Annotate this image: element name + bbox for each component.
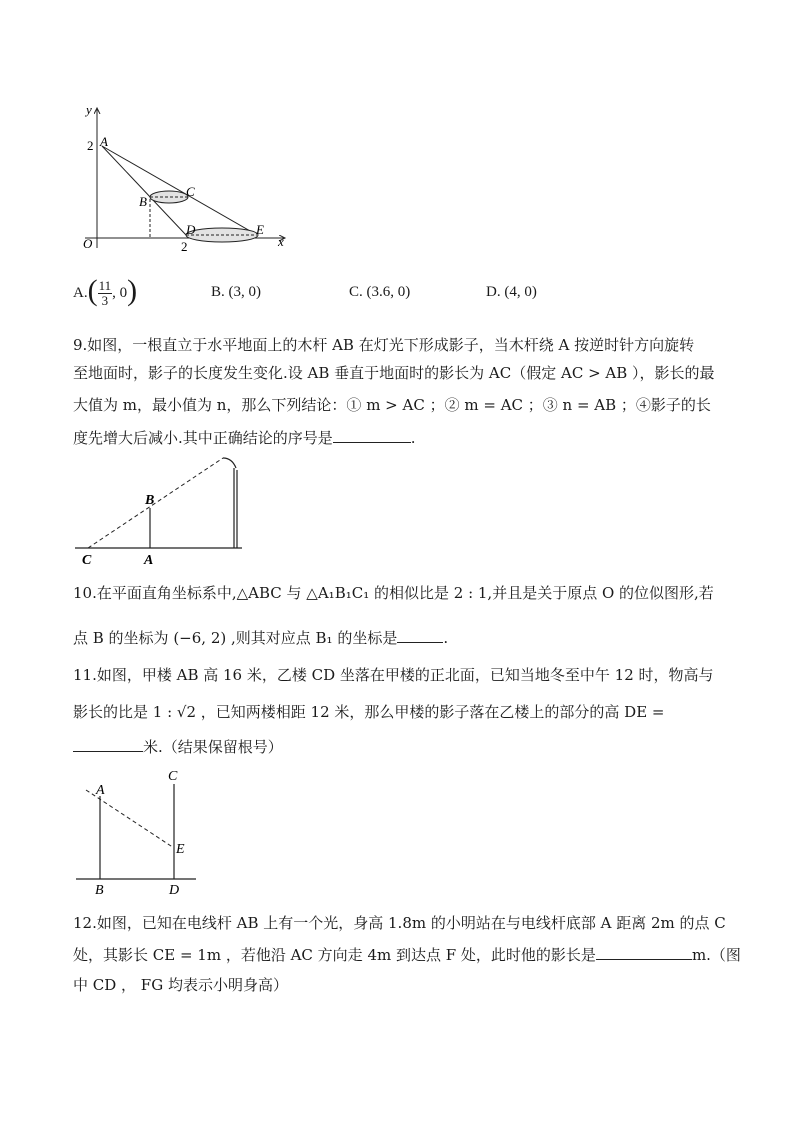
q9-line-4-text: 度先增大后减小.其中正确结论的序号是 (73, 429, 333, 447)
q8-label-B: B (139, 194, 147, 209)
q9-label-B: B (145, 493, 155, 508)
q8-label-A: A (100, 134, 108, 149)
q8-label-origin: O (83, 236, 93, 251)
q12-line-2 (73, 941, 741, 968)
q9-answer-blank[interactable] (333, 424, 411, 443)
q8-fraction-num: 11 (98, 277, 112, 293)
q11-line-1: 11.如图，甲楼 AB 高 16 米，乙楼 CD 坐落在甲楼的正北面，已知当地冬至中午 12 时，物高与 (73, 666, 714, 684)
q12-line-1: 12.如图，已知在电线杆 AB 上有一个光，身高 1.8m 的小明站在与电线杆底部 A 距离 2m 的点 C (73, 914, 726, 932)
q8-label-x: x (278, 234, 284, 249)
q8-fraction-den: 3 (101, 292, 109, 308)
q8-fraction (98, 279, 113, 308)
q10-line-2-text: 点 B 的坐标为 (−6, 2) ,则其对应点 B₁ 的坐标是 (73, 629, 398, 647)
q8-line-AD (102, 146, 186, 235)
q9-figure (70, 452, 250, 570)
q8-label-y: y (86, 102, 92, 117)
q8-figure (80, 100, 300, 260)
q8-option-c: C. (3.6, 0) (349, 284, 411, 300)
q8-option-d: D. (4, 0) (486, 284, 537, 300)
q11-line-2: 影长的比是 1 : √2 ，已知两楼相距 12 米，那么甲楼的影子落在乙楼上的部分的高 DE = (73, 703, 665, 721)
q9-label-C: C (82, 553, 92, 568)
q8-label-E: E (256, 222, 264, 237)
q8-tick-x: 2 (181, 239, 188, 254)
q9-line-1: 9.如图，一根直立于水平地面上的木杆 AB 在灯光下形成影子，当木杆绕 A 按逆时针方向旋转 (73, 336, 695, 354)
q12-line-2-text: 处，其影长 CE = 1m ，若他沿 AC 方向走 4m 到达点 F 处，此时他的影长是 (73, 946, 596, 964)
q10-answer-blank[interactable] (397, 624, 443, 643)
q11-label-B: B (95, 883, 104, 898)
q11-label-E: E (176, 842, 185, 857)
q8-option-a-prefix: A. (73, 284, 88, 301)
q10-line-2-end: . (443, 629, 449, 647)
q9-line-4 (73, 424, 416, 451)
q8-paren-right: ) (127, 274, 138, 307)
q12-line-2-end: m.（图 (691, 946, 741, 964)
q8-option-a (73, 274, 137, 312)
q11-label-A: A (96, 783, 105, 798)
q11-line-3-text: 米.（结果保留根号） (143, 738, 283, 756)
q8-label-C: C (186, 184, 195, 199)
q9-line-3: 大值为 m，最小值为 n，那么下列结论：① m > AC ；② m = AC ；③ n = AB ；④影子的长 (73, 396, 711, 414)
q8-paren-left: ( (87, 274, 98, 307)
q11-answer-blank[interactable] (73, 733, 143, 752)
q8-line-AE (102, 146, 257, 235)
q12-answer-blank[interactable] (596, 941, 692, 960)
q10-line-2 (73, 624, 448, 651)
q9-line-2: 至地面时，影子的长度发生变化.设 AB 垂直于地面时的影长为 AC（假定 AC > AB ），影长的最 (73, 364, 715, 382)
q8-option-a-tail: , 0 (112, 284, 128, 301)
q9-label-A: A (144, 553, 154, 568)
q9-lamp-head (223, 458, 236, 468)
q8-option-b: B. (3, 0) (211, 284, 261, 300)
q11-line-3 (73, 733, 283, 760)
q9-line-4-end: . (410, 429, 416, 447)
q11-sun-ray (86, 790, 174, 848)
q12-line-3: 中 CD ， FG 均表示小明身高） (73, 976, 288, 994)
q11-label-D: D (169, 883, 180, 898)
q10-line-1: 10.在平面直角坐标系中,△ABC 与 △A₁B₁C₁ 的相似比是 2 : 1,并且是关于原点 O 的位似图形,若 (73, 584, 714, 602)
q11-figure (70, 764, 210, 900)
q8-tick-y: 2 (87, 138, 94, 153)
q8-label-D: D (186, 222, 196, 237)
q11-label-C: C (168, 769, 178, 784)
q9-light-ray (88, 458, 223, 548)
